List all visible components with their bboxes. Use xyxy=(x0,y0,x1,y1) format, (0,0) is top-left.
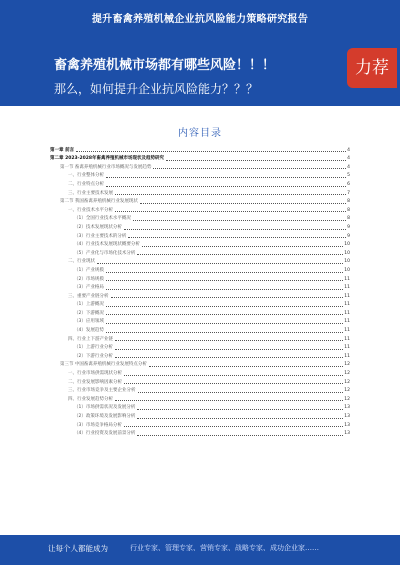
toc-entry-page: 10 xyxy=(344,259,350,265)
toc-entry-title: 第一节 畜禽养殖机械行业市场概况与发展趋势 xyxy=(60,164,152,170)
toc-entry-page: 11 xyxy=(344,310,350,316)
toc-entry[interactable] xyxy=(50,343,350,352)
toc-leader xyxy=(128,237,346,238)
toc-entry[interactable] xyxy=(50,394,350,403)
toc-entry[interactable] xyxy=(50,205,350,214)
toc-entry-title: （4）行业投资及发展前景分析 xyxy=(74,431,136,437)
toc-leader xyxy=(124,375,343,376)
toc-entry-page: 11 xyxy=(344,285,350,291)
toc-entry[interactable] xyxy=(50,248,350,257)
footer-slogan: 让每个人都能成为 xyxy=(48,544,108,553)
toc-leader xyxy=(140,203,346,204)
toc-entry[interactable] xyxy=(50,214,350,223)
toc-entry-title: 第三节 中国畜禽养殖机械行业发展特点分析 xyxy=(60,362,147,368)
toc-entry-page: 13 xyxy=(344,431,350,437)
toc-leader xyxy=(115,357,343,358)
toc-heading: 内容目录 xyxy=(178,128,222,139)
toc-entry-title: 第一章 前言 xyxy=(50,147,75,153)
toc-leader xyxy=(106,323,343,324)
toc-entry-title: 二、行业现状 xyxy=(68,259,95,265)
toc-entry-page: 11 xyxy=(344,319,350,325)
toc-entry-page: 10 xyxy=(344,267,350,273)
toc-entry[interactable] xyxy=(50,274,350,283)
toc-leader xyxy=(115,349,343,350)
toc-entry-title: （2）市场规模 xyxy=(74,276,104,282)
toc-leader xyxy=(115,400,343,401)
toc-entry[interactable] xyxy=(50,179,350,188)
toc-entry-title: （3）应用领域 xyxy=(74,319,104,325)
toc-entry-title: （2）政策环境及发展影响分析 xyxy=(74,414,136,419)
toc-entry[interactable] xyxy=(50,197,350,206)
toc-leader xyxy=(106,272,343,273)
toc-entry-title: 四、行业上下游产业链 xyxy=(68,336,113,342)
toc-entry-page: 12 xyxy=(344,396,350,402)
toc-entry[interactable] xyxy=(50,162,350,171)
toc-leader xyxy=(115,194,346,195)
hero-subheadline: 那么，如何提升企业抗风险能力？？？ xyxy=(54,82,259,96)
toc-leader xyxy=(137,435,343,436)
footer-banner xyxy=(0,535,400,565)
toc-entry-title: 一、行业市场供需现状分析 xyxy=(68,371,122,377)
toc-entry-page: 11 xyxy=(344,302,350,308)
toc-entry-page: 10 xyxy=(344,250,350,256)
toc-leader xyxy=(106,289,343,290)
toc-entry-page: 8 xyxy=(347,199,350,205)
toc-entry[interactable] xyxy=(50,317,350,326)
toc-entry-title: （4）行业技术发展现状概要分析 xyxy=(74,242,140,248)
toc-entry[interactable] xyxy=(50,300,350,309)
toc-entry-page: 5 xyxy=(347,173,350,179)
footer-roles: 行业专家、管理专家、营销专家、战略专家、成功企业家…… xyxy=(130,544,319,552)
toc-entry[interactable] xyxy=(50,360,350,369)
toc-entry[interactable] xyxy=(50,145,350,154)
toc-leader xyxy=(137,254,343,255)
toc-entry-title: （3）市场竞争格局分析 xyxy=(74,422,122,428)
toc-entry[interactable] xyxy=(50,231,350,240)
toc-leader xyxy=(149,366,343,367)
toc-leader xyxy=(142,246,343,247)
hero-headline: 畜禽养殖机械市场都有哪些风险！！！ xyxy=(54,58,276,73)
toc-entry-page: 11 xyxy=(344,293,350,299)
toc-leader xyxy=(124,383,343,384)
recommend-badge: 力荐 xyxy=(347,48,397,88)
toc-entry-title: 二、行业发展影响因素分析 xyxy=(68,379,122,385)
toc-leader xyxy=(153,168,346,169)
toc-entry[interactable] xyxy=(50,291,350,300)
hero-banner xyxy=(0,34,400,106)
toc-entry-page: 13 xyxy=(344,405,350,411)
toc-entry[interactable] xyxy=(50,403,350,412)
toc-leader xyxy=(133,220,346,221)
toc-entry-page: 12 xyxy=(344,379,350,385)
toc-entry-page: 4 xyxy=(347,147,350,153)
toc-entry-title: 三、行业市场竞争及主要企业分析 xyxy=(68,388,136,394)
toc-leader xyxy=(106,177,346,178)
toc-leader xyxy=(138,392,344,393)
toc-leader xyxy=(124,229,346,230)
toc-entry[interactable] xyxy=(50,240,350,249)
toc-entry[interactable] xyxy=(50,188,350,197)
toc-leader xyxy=(97,263,343,264)
toc-entry-title: （3）产业格局 xyxy=(74,285,104,291)
toc-leader xyxy=(106,314,343,315)
toc-entry-page: 8 xyxy=(347,207,350,213)
toc-entry[interactable] xyxy=(50,257,350,266)
toc-entry-title: 三、重要产业链分析 xyxy=(68,293,109,299)
toc-entry[interactable] xyxy=(50,325,350,334)
toc-entry-page: 11 xyxy=(344,328,350,334)
toc-entry-title: 一、行业整体分析 xyxy=(68,173,104,179)
toc-leader xyxy=(106,186,346,187)
table-of-contents xyxy=(50,145,350,437)
toc-entry[interactable] xyxy=(50,171,350,180)
toc-entry-page: 13 xyxy=(344,414,350,419)
toc-entry[interactable] xyxy=(50,283,350,292)
toc-entry-page: 12 xyxy=(344,362,350,368)
toc-entry-title: （2）下游行业分析 xyxy=(74,353,113,359)
toc-entry-title: （1）市场供需状况及发展分析 xyxy=(74,405,136,411)
toc-entry-title: 第二章 2023-2028年畜禽养殖机械市场现状及趋势研究 xyxy=(50,156,164,162)
toc-leader xyxy=(106,332,343,333)
toc-leader xyxy=(111,297,344,298)
toc-entry-title: （2）技术发展现状分析 xyxy=(74,224,122,230)
toc-entry[interactable] xyxy=(50,308,350,317)
toc-entry[interactable] xyxy=(50,386,350,395)
toc-leader xyxy=(124,426,343,427)
toc-entry-page: 12 xyxy=(344,371,350,377)
toc-entry-title: 第二节 我国畜禽养殖机械行业发展现状 xyxy=(60,199,138,205)
toc-entry-title: （1）上游行业分析 xyxy=(74,345,113,351)
toc-entry-title: （3）行业主要技术的分析 xyxy=(74,233,127,239)
report-title: 提升畜禽养殖机械企业抗风险能力策略研究报告 xyxy=(91,14,309,25)
toc-entry-title: （1）产业规模 xyxy=(74,267,104,273)
toc-entry-title: （4）发展趋势 xyxy=(74,328,104,334)
toc-entry-page: 13 xyxy=(344,422,350,428)
toc-entry-title: （5）产业化与市场化技术分析 xyxy=(74,250,136,256)
toc-entry-title: 一、行业技术水平分析 xyxy=(68,207,113,213)
toc-entry-page: 4 xyxy=(347,156,350,162)
toc-entry-page: 9 xyxy=(347,233,350,239)
toc-entry-title: （1）全国行业技术水平概况 xyxy=(74,216,131,222)
toc-entry-page: 8 xyxy=(347,216,350,222)
toc-leader xyxy=(115,211,346,212)
toc-leader xyxy=(106,280,343,281)
toc-entry[interactable] xyxy=(50,265,350,274)
toc-entry-page: 11 xyxy=(344,345,350,351)
toc-leader xyxy=(137,409,343,410)
toc-entry-page: 11 xyxy=(344,276,350,282)
toc-leader xyxy=(115,340,343,341)
toc-entry-page: 9 xyxy=(347,224,350,230)
toc-entry-page: 12 xyxy=(344,388,350,394)
toc-entry-page: 7 xyxy=(347,190,350,196)
toc-leader xyxy=(106,306,343,307)
toc-entry[interactable] xyxy=(50,368,350,377)
toc-entry-page: 4 xyxy=(347,164,350,170)
toc-entry-page: 11 xyxy=(344,353,350,359)
toc-entry-title: 二、行业特点分析 xyxy=(68,181,104,187)
toc-entry[interactable] xyxy=(50,334,350,343)
toc-entry[interactable] xyxy=(50,222,350,231)
toc-entry[interactable] xyxy=(50,351,350,360)
toc-entry[interactable] xyxy=(50,429,350,438)
toc-entry[interactable] xyxy=(50,154,350,163)
toc-entry-title: （1）上游概况 xyxy=(74,302,104,308)
toc-leader xyxy=(76,151,346,152)
toc-entry-title: 四、行业发展趋势分析 xyxy=(68,396,113,402)
toc-entry-page: 6 xyxy=(347,181,350,187)
toc-entry[interactable] xyxy=(50,420,350,429)
toc-entry[interactable] xyxy=(50,377,350,386)
toc-entry-page: 11 xyxy=(344,336,350,342)
toc-entry-title: （2）下游概况 xyxy=(74,310,104,316)
toc-leader xyxy=(166,160,346,161)
toc-entry-title: 三、行业主要技术发展 xyxy=(68,190,113,196)
toc-entry-page: 10 xyxy=(344,242,350,248)
top-banner xyxy=(0,0,400,34)
toc-leader xyxy=(137,418,343,419)
toc-entry[interactable] xyxy=(50,411,350,420)
